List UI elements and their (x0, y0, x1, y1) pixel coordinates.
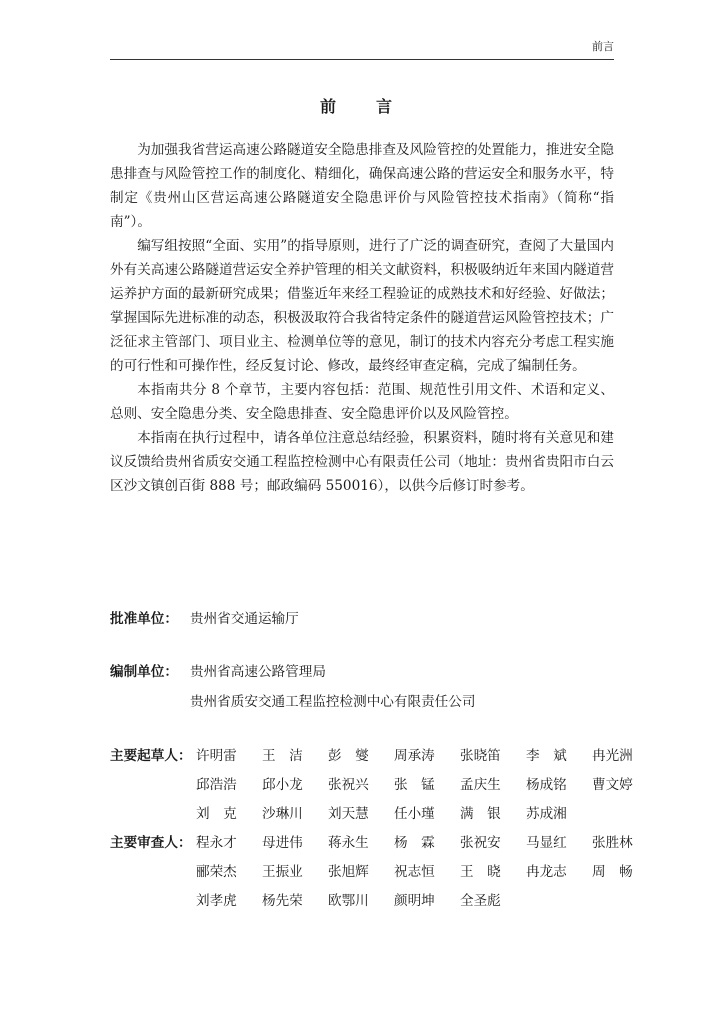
drafters-row (110, 773, 650, 802)
person-name: 颜明坤 (394, 893, 435, 909)
person-name: 李 斌 (526, 748, 567, 764)
reviewers-row (110, 889, 650, 918)
person-name: 程永才 (196, 835, 237, 851)
person-name: 杨先荣 (262, 893, 303, 909)
person-name: 蒋永生 (328, 835, 369, 851)
person-name: 张晓笛 (460, 748, 501, 764)
person-name: 全圣彪 (460, 893, 501, 909)
person-name: 欧鄂川 (328, 893, 369, 909)
person-name: 张胜林 (592, 835, 633, 851)
paragraph-purpose: 为加强我省营运高速公路隧道安全隐患排查及风险管控的处置能力，推进安全隐患排查与风险管控工作的制度化、精细化，确保高速公路的营运安全和服务水平，特制定《贵州山区营运高速公路隧道安全隐患评价与风险管控技术指南》（简称“指南”）。 (110, 142, 614, 230)
person-name: 苏成湘 (526, 806, 567, 822)
reviewers-row (110, 831, 650, 860)
compilation-label: 编制单位： (110, 664, 178, 680)
page-title: 前 言 (319, 97, 404, 116)
person-name: 任小瑾 (394, 806, 435, 822)
person-name: 孟庆生 (460, 777, 501, 793)
person-name: 母进伟 (262, 835, 303, 851)
person-name: 冉龙志 (526, 864, 567, 880)
reviewers-row (110, 860, 650, 889)
person-name: 郦荣杰 (196, 864, 237, 880)
person-name: 张 锰 (394, 777, 435, 793)
person-name: 刘天慧 (328, 806, 369, 822)
running-header: 前言 (592, 40, 614, 53)
person-name: 杨成铭 (526, 777, 567, 793)
person-name: 王振业 (262, 864, 303, 880)
drafters-row (110, 802, 650, 831)
person-name: 许明雷 (196, 748, 237, 764)
approval-value: 贵州省交通运输厅 (190, 611, 299, 627)
drafters-list (110, 744, 650, 831)
person-name: 张祝安 (460, 835, 501, 851)
reviewers-label: 主要审查人： (110, 835, 192, 851)
person-name: 冉光洲 (592, 748, 633, 764)
person-name: 彭 燮 (328, 748, 369, 764)
person-name: 周承涛 (394, 748, 435, 764)
person-name: 沙琳川 (262, 806, 303, 822)
person-name: 张祝兴 (328, 777, 369, 793)
foreword-body (110, 138, 614, 498)
compilation-value: 贵州省质安交通工程监控检测中心有限责任公司 (190, 694, 476, 710)
compilation-unit (110, 660, 630, 714)
person-name: 马显红 (526, 835, 567, 851)
person-name: 祝志恒 (394, 864, 435, 880)
person-name: 王 洁 (262, 748, 303, 764)
person-name: 邱小龙 (262, 777, 303, 793)
header-rule (110, 59, 614, 60)
person-name: 刘孝虎 (196, 893, 237, 909)
person-name: 王 晓 (460, 864, 501, 880)
reviewers-list (110, 831, 650, 918)
person-name: 曹文婷 (592, 777, 633, 793)
drafters-label: 主要起草人： (110, 748, 192, 764)
paragraph-contents: 本指南共分 8 个章节，主要内容包括：范围、规范性引用文件、术语和定义、总则、安全隐患分类、安全隐患排查、安全隐患评价以及风险管控。 (110, 382, 614, 422)
person-name: 周 畅 (592, 864, 633, 880)
person-name: 满 银 (460, 806, 501, 822)
paragraph-feedback: 本指南在执行过程中，请各单位注意总结经验，积累资料，随时将有关意见和建议反馈给贵州省质安交通工程监控检测中心有限责任公司（地址：贵州省贵阳市白云区沙文镇创百街 888 号；邮政编码 550016），以供今后修订时参考。 (110, 430, 614, 494)
person-name: 邱浩浩 (196, 777, 237, 793)
person-name: 杨 霖 (394, 835, 435, 851)
paragraph-method: 编写组按照“全面、实用”的指导原则，进行了广泛的调查研究，查阅了大量国内外有关高速公路隧道营运安全养护管理的相关文献资料，积极吸纳近年来国内隧道营运养护方面的最新研究成果；借鉴近年来经工程验证的成熟技术和好经验、好做法；掌握国际先进标准的动态，积极汲取符合我省特定条件的隧道营运风险管控技术；广泛征求主管部门、项目业主、检测单位等的意见，制订的技术内容充分考虑工程实施的可行性和可操作性，经反复讨论、修改，最终经审查定稿，完成了编制任务。 (110, 238, 614, 374)
approval-unit (110, 607, 630, 631)
person-name: 刘 克 (196, 806, 237, 822)
person-name: 张旭辉 (328, 864, 369, 880)
compilation-value: 贵州省高速公路管理局 (190, 664, 326, 680)
drafters-row (110, 744, 650, 773)
approval-label: 批准单位： (110, 611, 178, 627)
